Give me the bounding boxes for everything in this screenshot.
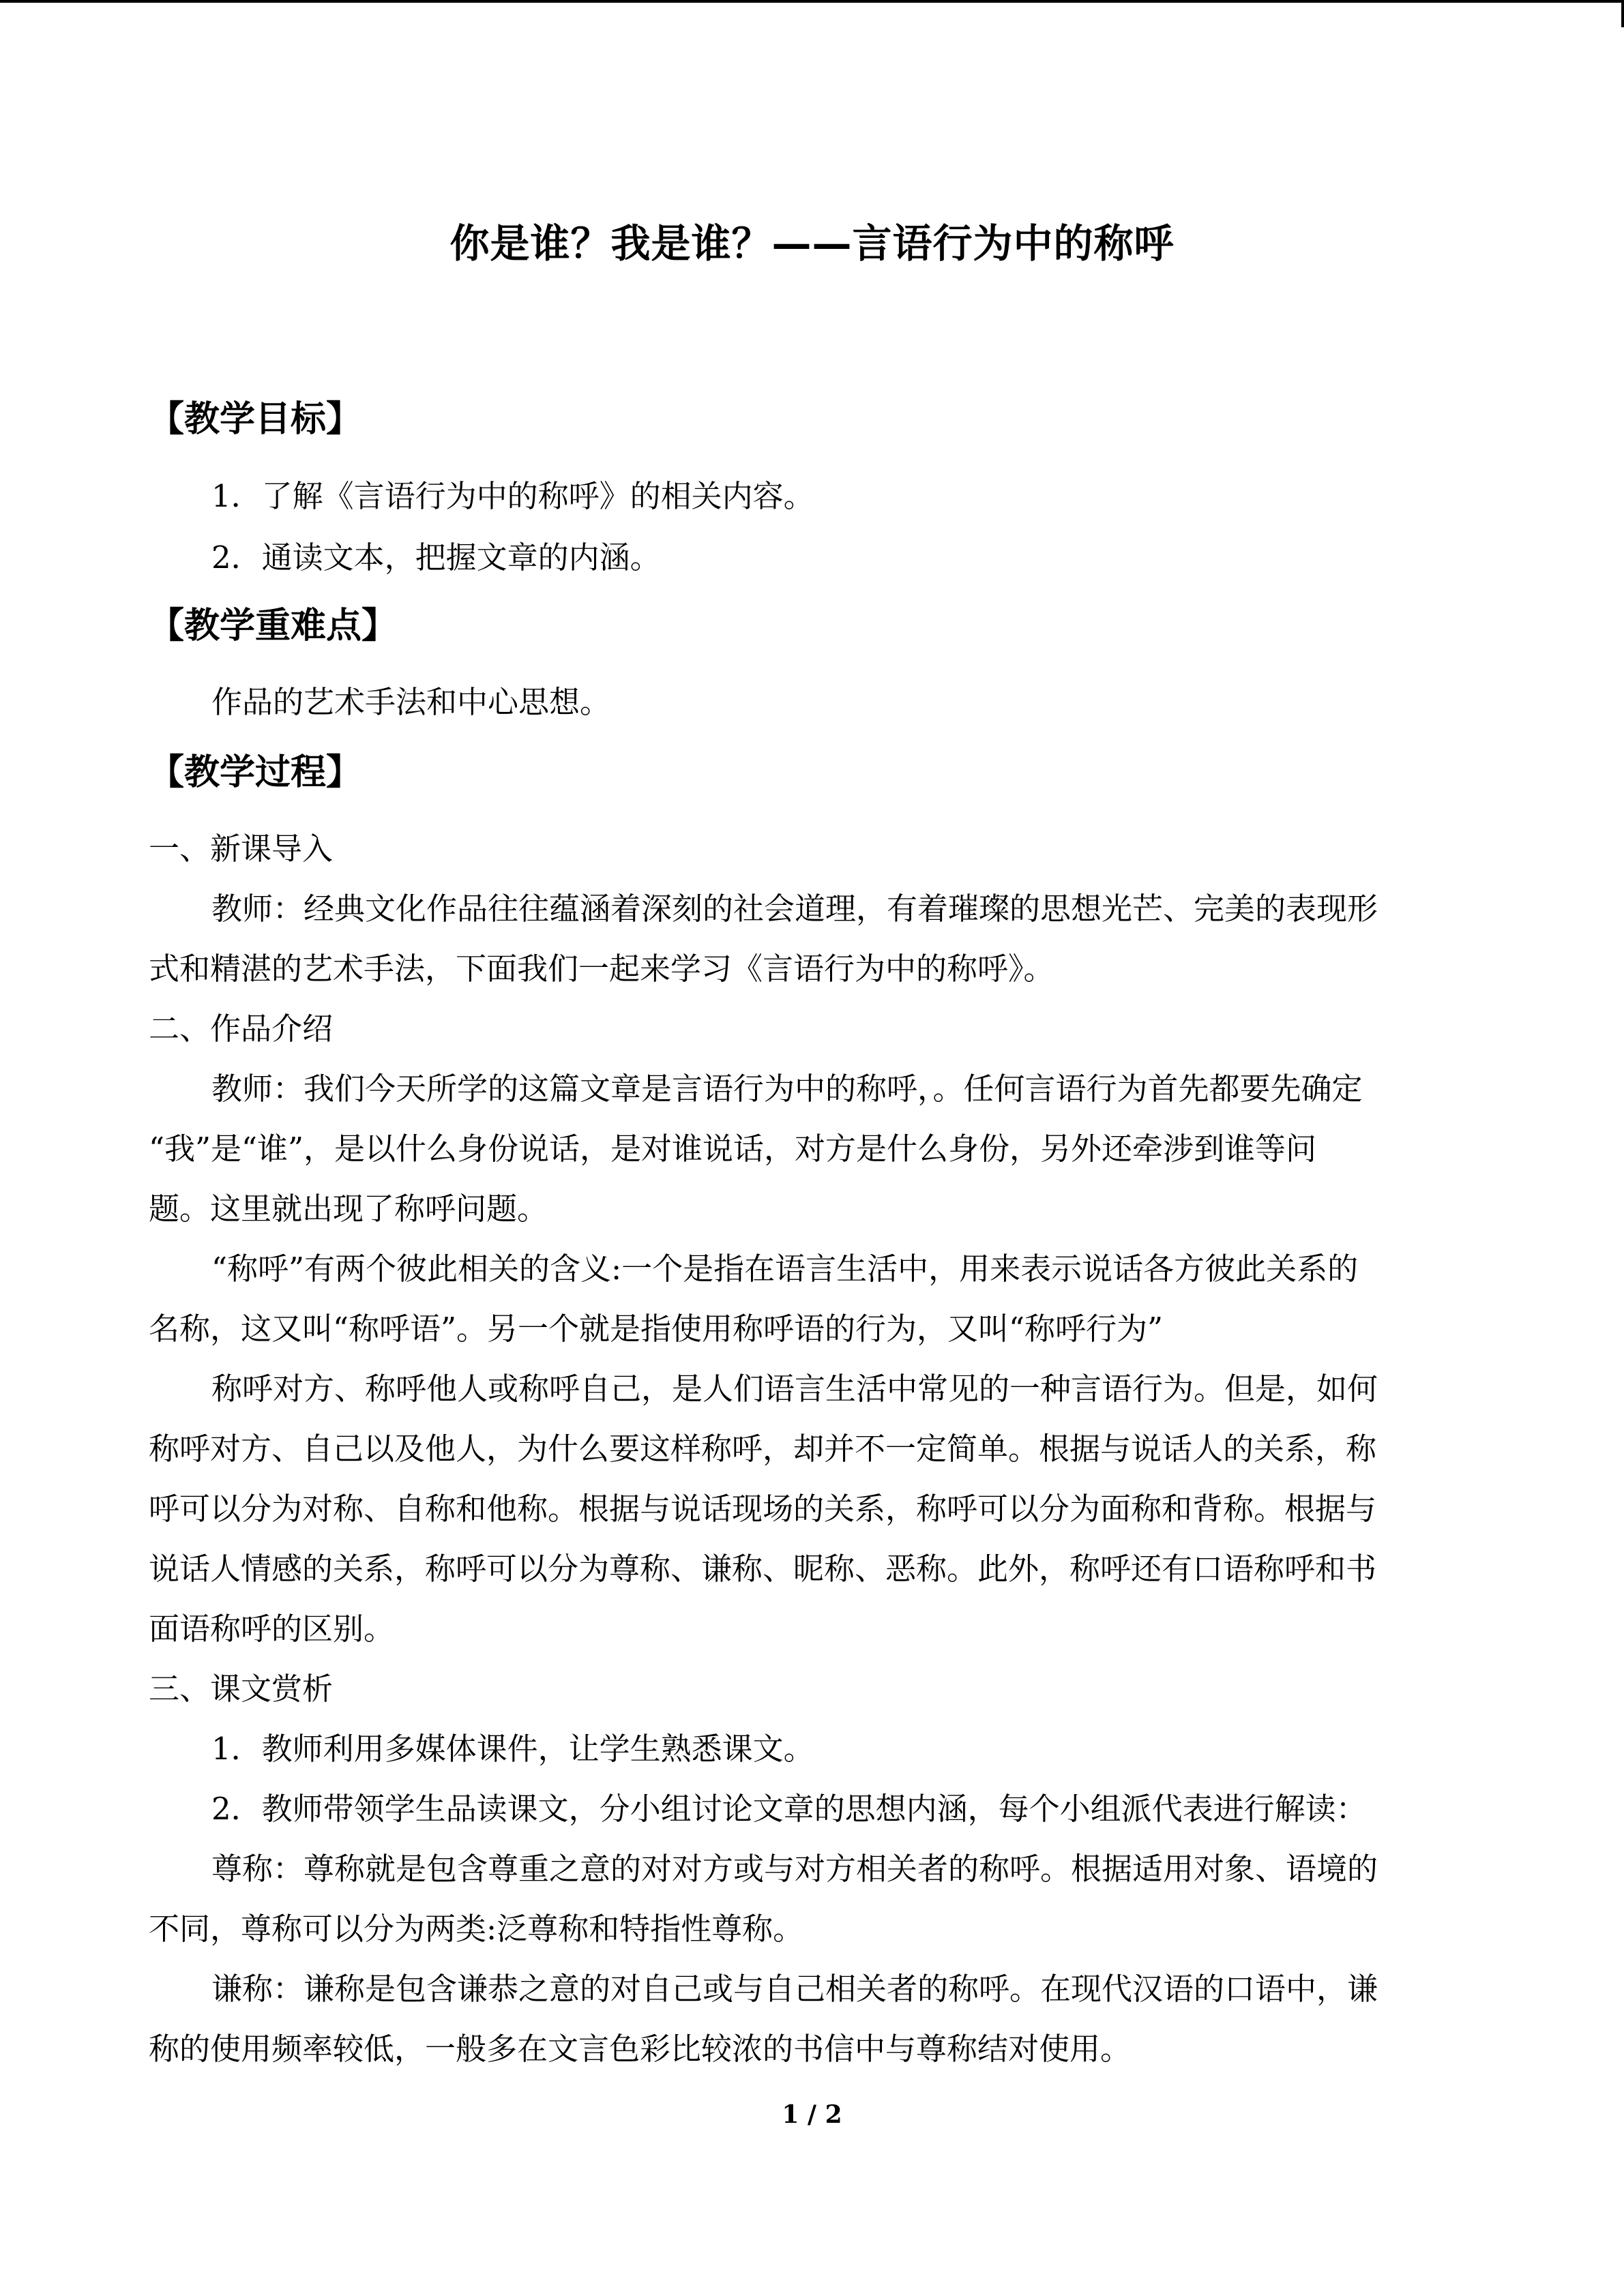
section-heading-key: 【教学重难点】 — [149, 606, 398, 646]
list-item: 2．教师带领学生品读课文，分小组讨论文章的思想内涵，每个小组派代表进行解读： — [211, 1791, 1367, 1827]
paragraph-line: 教师：经典文化作品往往蕴涵着深刻的社会道理，有着璀璨的思想光芒、完美的表现形 — [211, 891, 1378, 927]
goal-item-2: 2．通读文本，把握文章的内涵。 — [211, 539, 661, 576]
list-item: 1．教师利用多媒体课件，让学生熟悉课文。 — [211, 1731, 814, 1767]
paragraph-line: “称呼”有两个彼此相关的含义:一个是指在语言生活中，用来表示说话各方彼此关系的 — [211, 1251, 1359, 1287]
section-heading-goals: 【教学目标】 — [149, 399, 362, 440]
paragraph-line: 称的使用频率较低，一般多在文言色彩比较浓的书信中与尊称结对使用。 — [149, 2031, 1132, 2067]
key-point-text: 作品的艺术手法和中心思想。 — [211, 684, 611, 720]
goal-item-1: 1．了解《言语行为中的称呼》的相关内容。 — [211, 478, 814, 514]
page-top-border — [0, 0, 1624, 3]
paragraph-line: 称呼对方、自己以及他人，为什么要这样称呼，却并不一定简单。根据与说话人的关系，称 — [149, 1431, 1377, 1467]
paragraph-line: “我”是“谁”，是以什么身份说话，是对谁说话，对方是什么身份，另外还牵涉到谁等问 — [149, 1131, 1317, 1167]
paragraph-line: 名称，这又叫“称呼语”。另一个就是指使用称呼语的行为，又叫“称呼行为” — [149, 1311, 1164, 1347]
page-number: 1 / 2 — [782, 2100, 842, 2129]
paragraph-line: 题。这里就出现了称呼问题。 — [149, 1191, 548, 1227]
paragraph-line: 说话人情感的关系，称呼可以分为尊称、谦称、昵称、恶称。此外，称呼还有口语称呼和书 — [149, 1551, 1377, 1587]
document-title: 你是谁？我是谁？——言语行为中的称呼 — [449, 220, 1175, 267]
paragraph-line: 呼可以分为对称、自称和他称。根据与说话现场的关系，称呼可以分为面称和背称。根据与 — [149, 1491, 1377, 1527]
subsection-text-analysis: 三、课文赏析 — [149, 1671, 334, 1707]
paragraph-line: 称呼对方、称呼他人或称呼自己，是人们语言生活中常见的一种言语行为。但是，如何 — [211, 1371, 1378, 1407]
subsection-work-intro: 二、作品介绍 — [149, 1011, 334, 1047]
subsection-intro: 一、新课导入 — [149, 831, 334, 867]
paragraph-line: 教师：我们今天所学的这篇文章是言语行为中的称呼，。任何言语行为首先都要先确定 — [211, 1071, 1363, 1107]
paragraph-line: 式和精湛的艺术手法，下面我们一起来学习《言语行为中的称呼》。 — [149, 951, 1054, 987]
page-corner-mark — [1621, 0, 1624, 27]
section-heading-process: 【教学过程】 — [149, 752, 362, 793]
paragraph-line: 谦称：谦称是包含谦恭之意的对自己或与自己相关者的称呼。在现代汉语的口语中，谦 — [211, 1971, 1378, 2007]
paragraph-line: 不同，尊称可以分为两类:泛尊称和特指性尊称。 — [149, 1911, 804, 1947]
paragraph-line: 面语称呼的区别。 — [149, 1611, 395, 1647]
paragraph-line: 尊称：尊称就是包含尊重之意的对对方或与对方相关者的称呼。根据适用对象、语境的 — [211, 1851, 1378, 1887]
